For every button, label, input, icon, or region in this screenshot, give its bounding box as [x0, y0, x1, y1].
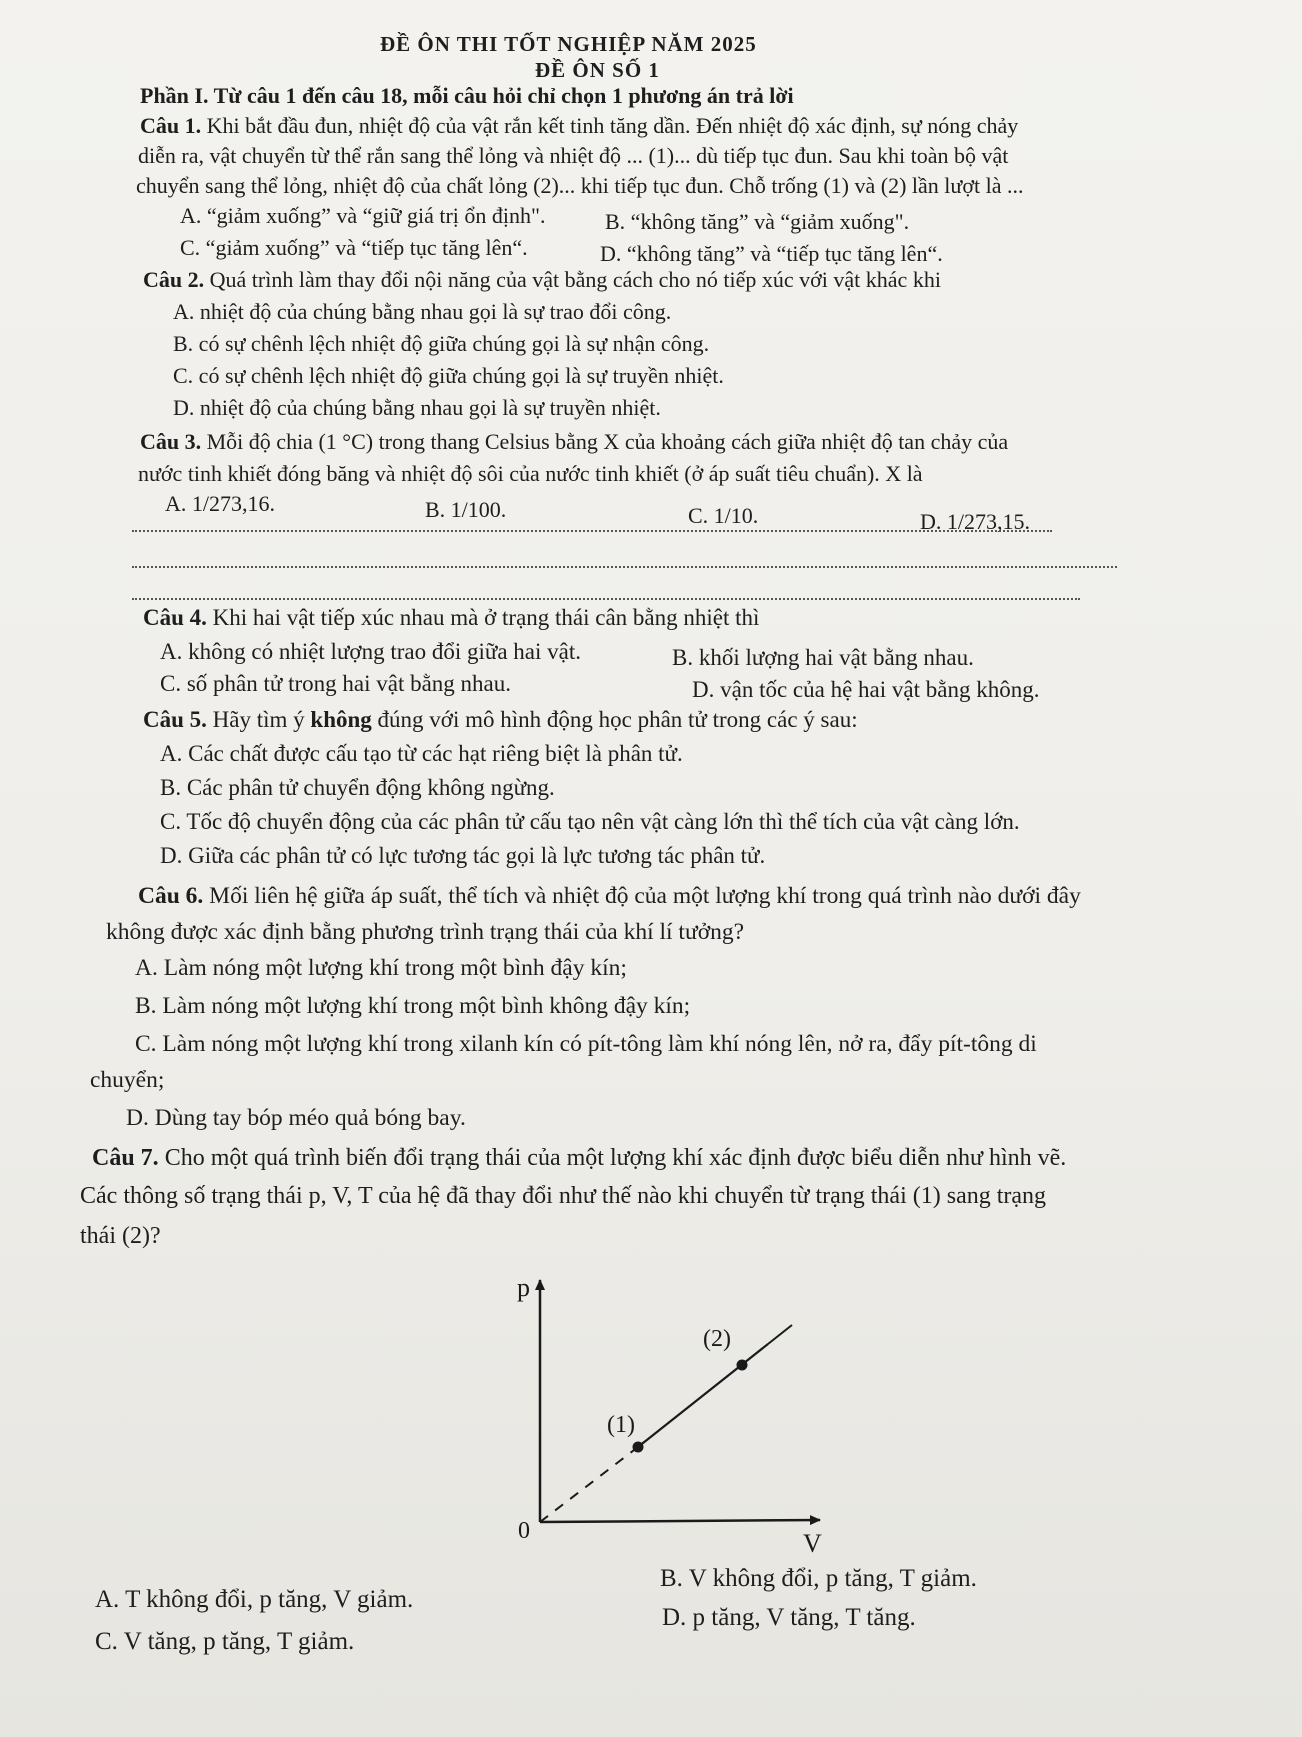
- q2-option-b: B. có sự chênh lệch nhiệt độ giữa chúng gọi là sự nhận công.: [173, 331, 710, 356]
- q7-option-a: A. T không đổi, p tăng, V giảm.: [95, 1586, 414, 1613]
- q6-option-c-continued: chuyển;: [90, 1067, 165, 1093]
- exam-subtitle: ĐỀ ÔN SỐ 1: [535, 58, 660, 82]
- q6-option-b: B. Làm nóng một lượng khí trong một bình không đậy kín;: [135, 993, 691, 1019]
- state-1-label: (1): [607, 1412, 635, 1438]
- q7-line3: thái (2)?: [80, 1223, 161, 1249]
- q4-option-a: A. không có nhiệt lượng trao đổi giữa hai vật.: [160, 639, 581, 664]
- q7-text1: Cho một quá trình biến đổi trạng thái của một lượng khí xác định được biểu diễn như hình vẽ.: [164, 1145, 1067, 1171]
- q1-text1: Khi bắt đầu đun, nhiệt độ của vật rắn kết tinh tăng dần. Đến nhiệt độ xác định, sự nóng chảy: [206, 113, 1019, 138]
- q6-line2: không được xác định bằng phương trình trạng thái của khí lí tưởng?: [106, 919, 745, 945]
- q2-option-a: A. nhiệt độ của chúng bằng nhau gọi là sự trao đổi công.: [173, 299, 672, 324]
- v-axis-label: V: [803, 1529, 822, 1558]
- q5-option-d: D. Giữa các phân tử có lực tương tác gọi là lực tương tác phân tử.: [160, 843, 766, 868]
- q6-label: Câu 6.: [138, 883, 204, 909]
- state-2-label: (2): [703, 1326, 731, 1352]
- q7-option-c: C. V tăng, p tăng, T giảm.: [95, 1628, 355, 1655]
- p-axis-label: p: [517, 1273, 530, 1302]
- process-line: [638, 1344, 768, 1447]
- q1-line1: [140, 112, 1018, 140]
- origin-label: 0: [518, 1518, 530, 1544]
- q5-option-c: C. Tốc độ chuyển động của các phân tử cấu tạo nên vật càng lớn thì thể tích của vật càng lớn.: [160, 809, 1020, 834]
- state-2-point: [737, 1360, 748, 1371]
- q4-option-c: C. số phân tử trong hai vật bằng nhau.: [160, 671, 512, 696]
- process-line-end: [768, 1325, 792, 1344]
- q3-text1: Mỗi độ chia (1 °C) trong thang Celsius bằng X của khoảng cách giữa nhiệt độ tan chảy của: [206, 429, 1009, 454]
- part-heading: Phần I. Từ câu 1 đến câu 18, mỗi câu hỏi chỉ chọn 1 phương án trả lời: [140, 83, 794, 108]
- answer-dotted-line-3: [132, 598, 1080, 600]
- q4-text: Khi hai vật tiếp xúc nhau mà ở trạng thái cân bằng nhiệt thì: [212, 605, 760, 630]
- q3-option-d: D. 1/273,15.: [920, 509, 1030, 534]
- extrapolated-line: [540, 1447, 638, 1522]
- q2-option-c: C. có sự chênh lệch nhiệt độ giữa chúng gọi là sự truyền nhiệt.: [173, 363, 724, 388]
- q6-text1: Mối liên hệ giữa áp suất, thể tích và nhiệt độ của một lượng khí trong quá trình nào dưới đây: [209, 883, 1081, 909]
- q4-option-d: D. vận tốc của hệ hai vật bằng không.: [692, 677, 1040, 702]
- state-1-point: [633, 1442, 644, 1453]
- q1-line2: diễn ra, vật chuyển từ thể rắn sang thể lỏng và nhiệt độ ... (1)... dù tiếp tục đun. Sau khi toàn bộ vật: [138, 143, 1009, 168]
- pv-diagram: [517, 1270, 840, 1560]
- q4-question: [143, 604, 759, 632]
- q3-option-c: C. 1/10.: [688, 503, 759, 528]
- q2-option-d: D. nhiệt độ của chúng bằng nhau gọi là sự truyền nhiệt.: [173, 395, 661, 420]
- q3-label: Câu 3.: [140, 429, 202, 454]
- q6-option-c: C. Làm nóng một lượng khí trong xilanh kín có pít-tông làm khí nóng lên, nở ra, đẩy pít-tông di: [135, 1031, 1037, 1057]
- q1-option-c: C. “giảm xuống” và “tiếp tục tăng lên“.: [180, 235, 528, 260]
- q1-option-b: B. “không tăng” và “giảm xuống".: [605, 209, 910, 234]
- q5-option-a: A. Các chất được cấu tạo từ các hạt riêng biệt là phân tử.: [160, 741, 683, 766]
- q7-label: Câu 7.: [92, 1145, 159, 1171]
- q6-option-d: D. Dùng tay bóp méo quả bóng bay.: [126, 1105, 466, 1131]
- q5-text-post: đúng với mô hình động học phân tử trong các ý sau:: [371, 707, 858, 732]
- q5-text-pre: Hãy tìm ý: [212, 707, 311, 732]
- q7-line2: Các thông số trạng thái p, V, T của hệ đã thay đổi như thế nào khi chuyển từ trạng thái (1) sang trạng: [80, 1183, 1047, 1209]
- q3-line2: nước tinh khiết đóng băng và nhiệt độ sôi của nước tinh khiết (ở áp suất tiêu chuẩn). X là: [138, 461, 923, 486]
- q7-option-d: D. p tăng, V tăng, T tăng.: [662, 1604, 916, 1631]
- q2-text: Quá trình làm thay đổi nội năng của vật bằng cách cho nó tiếp xúc với vật khác khi: [209, 267, 941, 292]
- q3-option-a: A. 1/273,16.: [165, 491, 275, 516]
- q5-option-b: B. Các phân tử chuyển động không ngừng.: [160, 775, 555, 800]
- q3-option-b: B. 1/100.: [425, 497, 507, 522]
- q5-label: Câu 5.: [143, 707, 207, 732]
- q6-option-a: A. Làm nóng một lượng khí trong một bình đậy kín;: [135, 955, 627, 981]
- answer-dotted-line-2: [132, 566, 1117, 568]
- q1-option-d: D. “không tăng” và “tiếp tục tăng lên“.: [600, 241, 943, 266]
- q2-label: Câu 2.: [143, 267, 205, 292]
- q1-option-a: A. “giảm xuống” và “giữ giá trị ổn định".: [180, 203, 546, 228]
- q7-line1: [92, 1144, 1066, 1172]
- q6-line1: [138, 882, 1081, 910]
- exam-title: ĐỀ ÔN THI TỐT NGHIỆP NĂM 2025: [380, 32, 757, 56]
- q7-option-b: B. V không đổi, p tăng, T giảm.: [660, 1565, 977, 1592]
- q5-question: [143, 706, 858, 734]
- q2-question: [143, 266, 941, 294]
- q1-label: Câu 1.: [140, 113, 202, 138]
- v-axis: [540, 1520, 820, 1522]
- q4-option-b: B. khối lượng hai vật bằng nhau.: [672, 645, 974, 670]
- q1-line3: chuyển sang thể lỏng, nhiệt độ của chất lỏng (2)... khi tiếp tục đun. Chỗ trống (1) và (2) lần lượt là ...: [136, 173, 1024, 198]
- q5-text-emphasis: không: [310, 707, 372, 732]
- q4-label: Câu 4.: [143, 605, 207, 630]
- q3-line1: [140, 428, 1008, 456]
- answer-dotted-line-1: [132, 530, 1052, 532]
